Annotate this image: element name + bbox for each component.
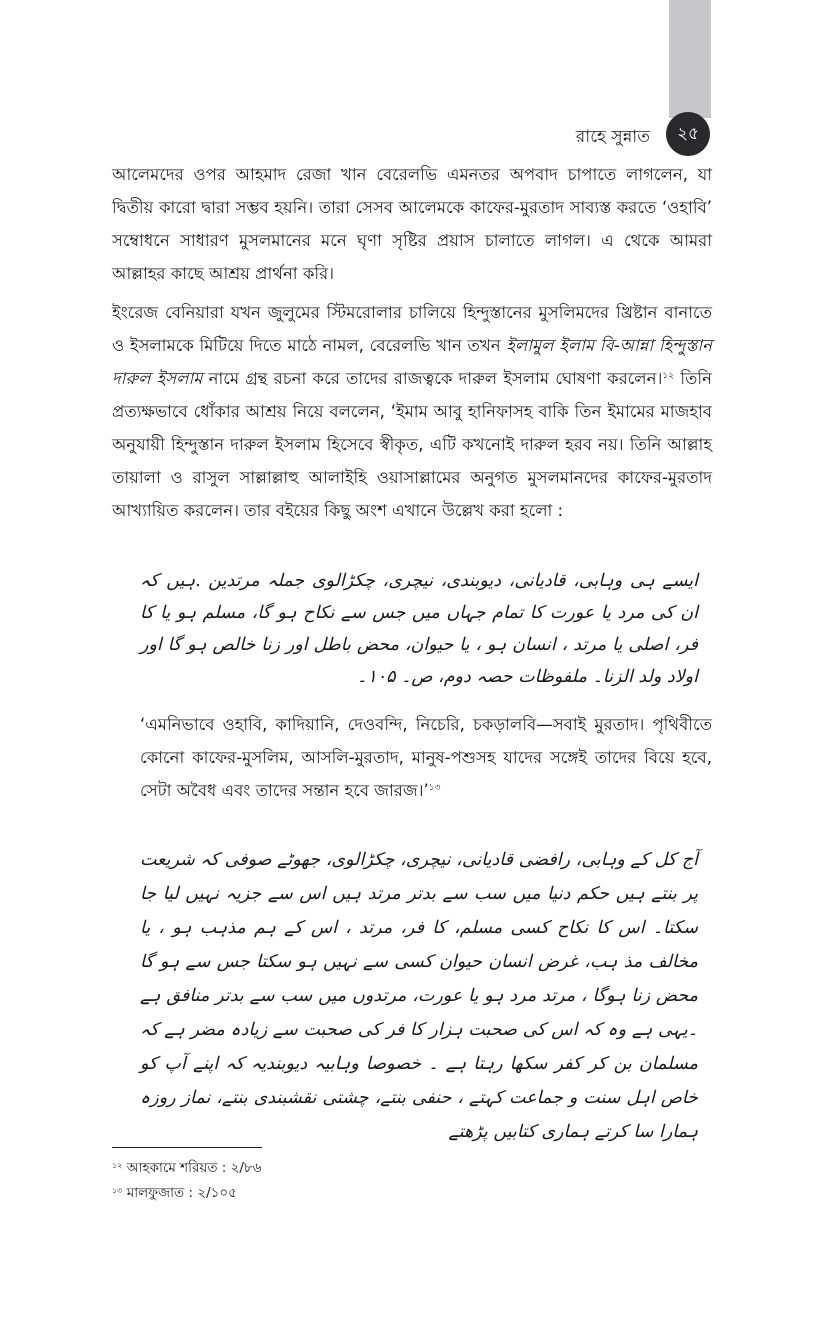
book-title: ইলামুল ইলাম বি-আন্না হিন্দুস্তান দারুল ইসলাম [112, 336, 712, 388]
page-number-badge: ২৫ [666, 112, 710, 156]
paragraph-2 [112, 296, 712, 527]
paragraph-2-text-a: ইংরেজ বেনিয়ারা যখন জুলুমের স্টিমরোলার চালিয়ে হিন্দুস্তানের মুসলিমদের খ্রিষ্টান বানাতে ও ইসলামকে মিটিয়ে দিতে মাঠে নামল, বেরেলভি খান তখন [112, 303, 712, 355]
translation-text: ‘এমনিভাবে ওহাবি, কাদিয়ানি, দেওবন্দি, নিচেরি, চকড়ালবি—সবাই মুরতাদ। পৃথিবীতে কোনো কাফের-মুসলিম, আসলি-মুরতাদ, মানুষ-পশুসহ যাদের সঙ্গেই তাদের বিয়ে হবে, সেটা অবৈধ এবং তাদের সন্তান হবে জারজ।’ [140, 715, 712, 800]
paragraph-2-text-b: নামে গ্রন্থ রচনা করে তাদের রাজত্বকে দারুল ইসলাম ঘোষণা করলেন। [202, 369, 663, 388]
quote-translation [140, 708, 712, 807]
urdu-quote-1: ایسے ہی وہابی، قادیانی، دیوبندی، نیچری، چکڑالوی جملہ مرتدین .ہیں کہ ان کی مرد یا عورت کا تمام جہاں میں جس سے نکاح ہو گا، مسلم ہو یا کا فر، اصلی یا مرتد ، انسان ہو ، یا حیوان، محض باطل اور زنا خالص ہو گا اور اولاد ولد الزنا۔ ملفوظات حصہ دوم، ص۔ ۱۰۵۔ [140, 571, 698, 687]
footnote-number: ১৩ [112, 1186, 123, 1195]
footnote-number: ১২ [112, 1161, 123, 1170]
footnote-ref-12: ১২ [662, 371, 675, 381]
main-text [112, 158, 712, 533]
urdu-quote-2: آج کل کے وہابی، رافضی قادیانی، نیچری، چکڑالوی، جھوٹے صوفی کہ شریعت پر بنتے ہیں حکم دنیا میں سب سے بدتر مرتد ہیں اس سے جزیہ نہیں لیا جا سکتا۔ اس کا نکاح کسی مسلم، کا فر، مرتد ، اس کے ہم مذہب ہو ، یا مخالف مذ ہب، غرض انسان حیوان کسی سے نہیں ہو سکتا جس سے ہو گا محض زنا ہوگا ، مرتد مرد ہو یا عورت، مرتدوں میں سب سے بدتر منافق ہے ۔یہی ہے وہ کہ اس کی صحبت ہزار کا فر کی صحبت سے زیادہ مضر ہے کہ مسلمان بن کر کفر سکھا رہتا ہے ۔ خصوصا وہابیہ دیوبندیہ کہ اپنے آپ کو خاص اہل سنت و جماعت کہتے ، حنفی بنتے، چشتی نقشبندی بنتے، نماز روزہ ہمارا سا کرتے ہماری کتابیں پڑھتے [140, 850, 698, 1142]
paragraph-2-text-c: তিনি প্রত্যক্ষভাবে ধোঁকার আশ্রয় নিয়ে বললেন, ‘ইমাম আবু হানিফাসহ বাকি তিন ইমামের মাজহাব অনুযায়ী হিন্দুস্তান দারুল ইসলাম হিসেবে স্বীকৃত, এটি কখনোই দারুল হরব নয়। তিনি আল্লাহ তায়ালা ও রাসুল সাল্লাল্লাহু আলাইহি ওয়াসাল্লামের অনুগত মুসলমানদের কাফের-মুরতাদ আখ্যায়িত করলেন। তার বইয়ের কিছু অংশ এখানে উল্লেখ করা হলো : [112, 369, 712, 520]
footnote-13 [112, 1182, 237, 1205]
paragraph-1: আলেমদের ওপর আহমাদ রেজা খান বেরেলভি এমনতর অপবাদ চাপাতে লাগলেন, যা দ্বিতীয় কারো দ্বারা সম্ভব হয়নি। তারা সেসব আলেমকে কাফের-মুরতাদ সাব্যস্ত করতে ‘ওহাবি’ সম্বোধনে সাধারণ মুসলমানের মনে ঘৃণা সৃষ্টির প্রয়াস চালাতে লাগল। এ থেকে আমরা আল্লাহর কাছে আশ্রয় প্রার্থনা করি। [112, 165, 712, 283]
footnote-12 [112, 1157, 261, 1180]
footnote-text: মালফুজাত : ২/১০৫ [126, 1185, 237, 1201]
footnote-text: আহকামে শরিয়ত : ২/৮৬ [126, 1160, 262, 1176]
running-header: রাহে সুন্নাত [575, 127, 650, 147]
footnote-divider [112, 1147, 262, 1148]
footnote-ref-13: ১৩ [428, 783, 441, 793]
page-tab-marker [669, 0, 711, 118]
